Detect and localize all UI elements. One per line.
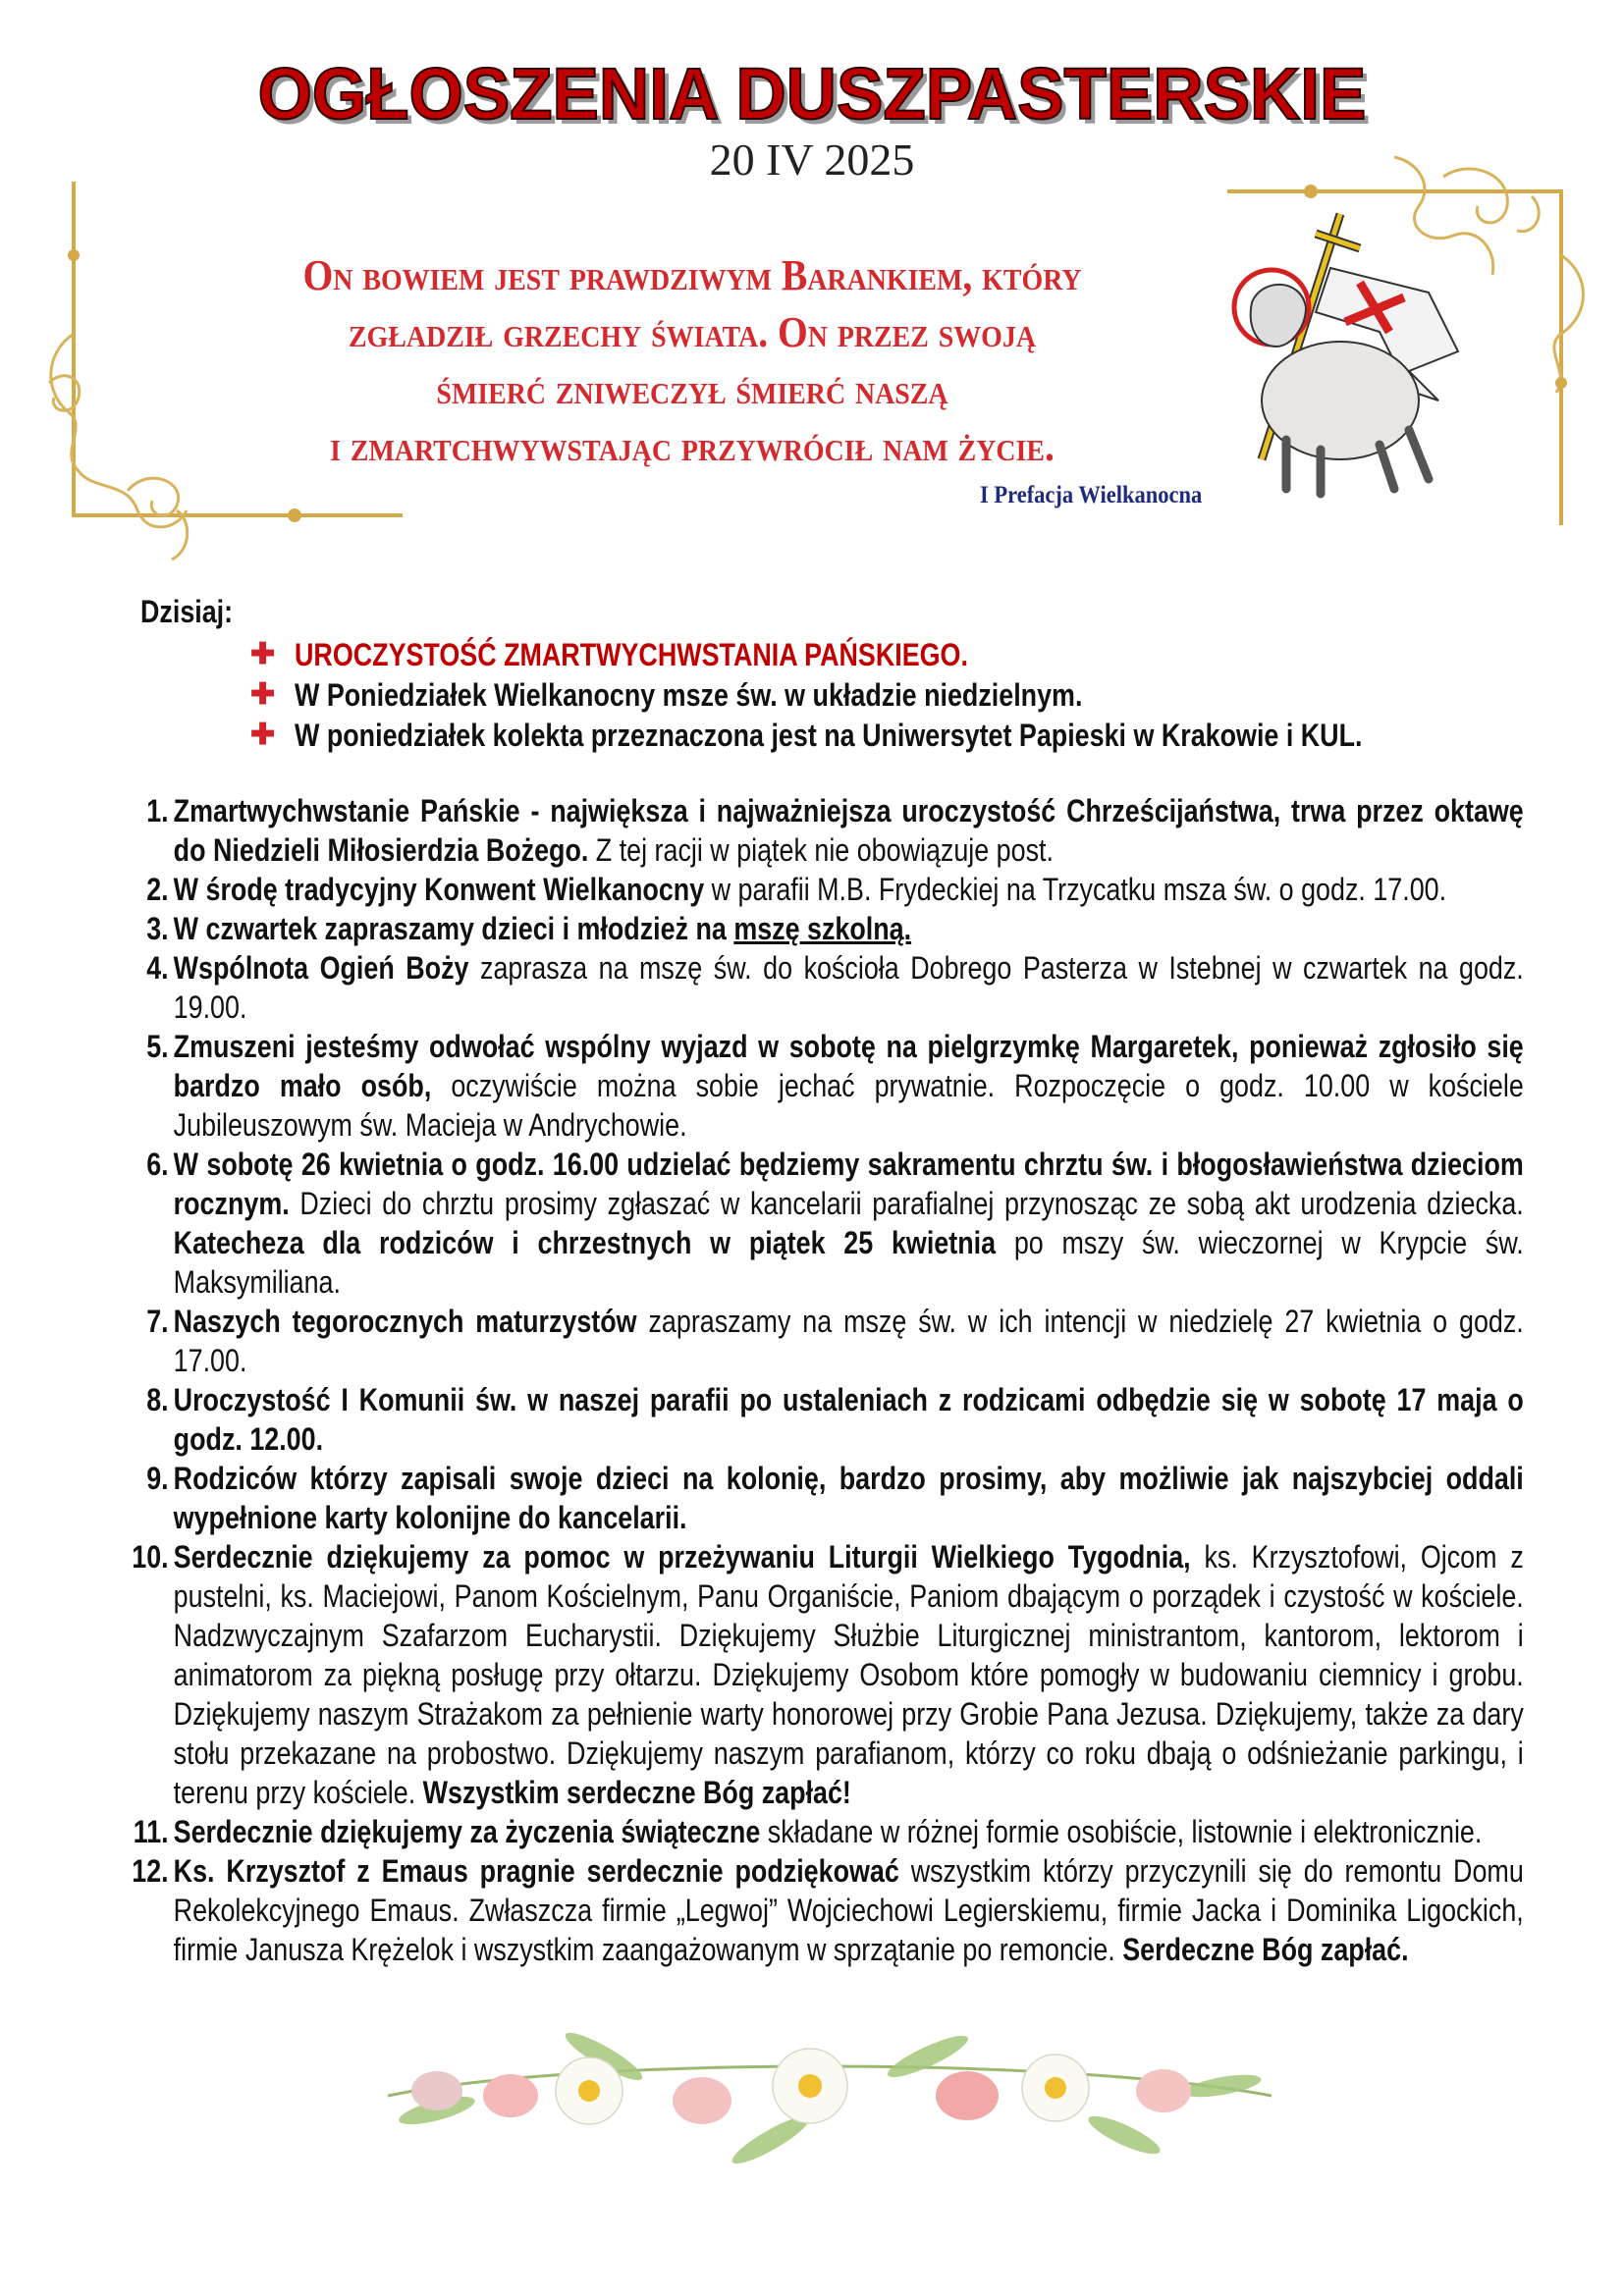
item-text	[174, 791, 1524, 870]
quote-attribution: I Prefacja Wielkanocna	[980, 482, 1203, 508]
lamb-of-god-icon	[1232, 214, 1478, 499]
bold-text: Serdeczne Bóg zapłać.	[1122, 1932, 1409, 1967]
bold-text: Wszystkim serdeczne Bóg zapłać!	[422, 1775, 851, 1810]
today-item-text: W Poniedziałek Wielkanocny msze św. w układzie niedzielnym.	[295, 676, 1083, 713]
quote-line: i zmartchwywstając przywrócił nam życie.	[330, 422, 1055, 470]
bold-text: Naszych tegorocznych maturzystów	[173, 1304, 637, 1339]
item-number: 11.	[133, 1814, 169, 1849]
bold-text: W środę tradycyjny Konwent Wielkanocny	[173, 872, 705, 907]
bold-text: W sobotę 26 kwietnia o godz. 16.00 udzielać będziemy sakramentu chrztu św. i błogosławieństwa dzieciom rocznym.	[173, 1147, 1524, 1221]
announcement-item	[110, 791, 1524, 870]
item-text	[174, 870, 1524, 909]
page-date: 20 IV 2025	[709, 134, 915, 185]
plain-text: wszystkim którzy przyczynili się do remontu Domu Rekolekcyjnego Emaus. Zwłaszcza firmie „Legwoj” Wojciechowi Legierskiemu, firmie Jacka i Dominika Ligockich, firmie Janusza Krężelok i wszystkim zaangażowanym w sprzątanie po remoncie.	[173, 1853, 1524, 1967]
easter-quote	[211, 247, 1174, 475]
item-number: 12.	[132, 1853, 169, 1889]
item-number: 1.	[146, 793, 169, 828]
announcement-item	[110, 909, 1524, 948]
plain-text: Dzieci do chrztu prosimy zgłaszać w kancelarii parafialnej przynosząc ze sobą akt urodzenia dziecka.	[289, 1186, 1524, 1221]
announcement-item	[110, 1302, 1524, 1380]
quote-line: zgładził grzechy świata. On przez swoją	[348, 308, 1036, 356]
announcement-item	[110, 1459, 1524, 1537]
item-number: 7.	[146, 1304, 169, 1339]
bold-text: Zmartwychwstanie Pańskie - największa i najważniejsza uroczystość Chrześcijaństwa, trwa przez oktawę do Niedzieli Miłosierdzia Bożego.	[173, 793, 1524, 868]
plain-text: Z tej racji w piątek nie obowiązuje post.	[588, 832, 1054, 868]
announcement-item	[110, 1851, 1524, 1969]
today-item-text: UROCZYSTOŚĆ ZMARTWYCHWSTANIA PAŃSKIEGO.	[295, 636, 968, 672]
item-number: 6.	[146, 1147, 169, 1182]
today-item-text: W poniedziałek kolekta przeznaczona jest na Uniwersytet Papieski w Krakowie i KUL.	[295, 717, 1363, 753]
announcement-item	[110, 948, 1524, 1027]
quote-banner	[29, 149, 1600, 569]
bold-text: Ks. Krzysztof z Emaus pragnie serdecznie podziękować	[173, 1853, 899, 1889]
bold-text: Serdecznie dziękujemy za pomoc w przeżywaniu Liturgii Wielkiego Tygodnia,	[173, 1539, 1191, 1575]
red-cross-icon: ✚	[250, 677, 276, 711]
bold-text: Serdecznie dziękujemy za życzenia świąteczne	[173, 1814, 761, 1849]
date-clip	[0, 133, 1624, 185]
plain-text: zapraszamy na mszę św. w ich intencji w niedzielę 27 kwietnia o godz. 17.00.	[173, 1304, 1524, 1378]
announcement-item	[110, 870, 1524, 909]
bold-text: Wspólnota Ogień Boży	[173, 950, 469, 986]
announcements-list	[110, 791, 1524, 1969]
today-list	[250, 634, 1566, 755]
item-text	[174, 948, 1524, 1027]
bold-text: W czwartek zapraszamy dzieci i młodzież na	[173, 911, 734, 946]
announcement-item	[110, 1812, 1524, 1851]
plain-text: po mszy św. wieczornej w Krypcie św. Maksymiliana.	[173, 1225, 1524, 1300]
bold-text: Uroczystość I Komunii św. w naszej parafii po ustaleniach z rodzicami odbędzie się w sobotę 17 maja o godz. 12.00.	[173, 1382, 1524, 1457]
announcement-item	[110, 1145, 1524, 1302]
item-number: 2.	[146, 872, 169, 907]
bold-text: Katecheza dla rodziców i chrzestnych w piątek 25 kwietnia	[173, 1225, 997, 1260]
plain-text: składane w różnej formie osobiście, listownie i elektronicznie.	[760, 1814, 1483, 1849]
easter-flower-garland	[378, 2017, 1281, 2174]
plain-text: oczywiście można sobie jechać prywatnie. Rozpoczęcie o godz. 10.00 w kościele Jubileuszowym św. Macieja w Andrychowie.	[173, 1068, 1524, 1143]
item-text	[174, 1851, 1524, 1969]
today-label: Dzisiaj:	[140, 594, 234, 629]
item-text	[174, 1380, 1524, 1459]
page-title: OGŁOSZENIA DUSZPASTERSKIE	[257, 53, 1367, 134]
bold-text: Rodziców którzy zapisali swoje dzieci na kolonię, bardzo prosimy, aby możliwie jak najszybciej oddali wypełnione karty kolonijne do kancelarii.	[173, 1461, 1524, 1535]
plain-text: zaprasza na mszę św. do kościoła Dobrego Pasterza w Istebnej w czwartek na godz. 19.00.	[173, 950, 1524, 1025]
bold-text: mszę szkolną.	[733, 911, 912, 946]
today-item	[250, 674, 1566, 715]
quote-line: On bowiem jest prawdziwym Barankiem, który	[302, 251, 1082, 299]
red-cross-icon: ✚	[250, 718, 276, 751]
today-item	[250, 715, 1566, 755]
item-text	[174, 1537, 1524, 1812]
quote-line: śmierć zniweczył śmierć naszą	[436, 365, 948, 413]
item-text	[174, 1027, 1524, 1145]
item-text	[174, 1459, 1524, 1537]
item-text	[174, 1812, 1524, 1851]
item-number: 10.	[132, 1539, 169, 1575]
item-number: 5.	[146, 1029, 169, 1064]
plain-text: w parafii M.B. Frydeckiej na Trzycatku msza św. o godz. 17.00.	[704, 872, 1447, 907]
item-text	[174, 1145, 1524, 1302]
announcement-item	[110, 1537, 1524, 1812]
item-number: 8.	[146, 1382, 169, 1417]
item-text	[174, 909, 1524, 948]
item-number: 9.	[146, 1461, 169, 1496]
item-number: 4.	[146, 950, 169, 986]
today-item	[250, 634, 1566, 674]
announcement-item	[110, 1380, 1524, 1459]
item-number: 3.	[146, 911, 169, 946]
announcement-item	[110, 1027, 1524, 1145]
plain-text: ks. Krzysztofowi, Ojcom z pustelni, ks. Maciejowi, Panom Kościelnym, Panu Organiście, Paniom dbającym o porządek i czystość w kościele. Nadzwyczajnym Szafarzom Eucharystii. Dziękujemy Służbie Liturgicznej ministrantom, kantorom, lektorom i animatorom za piękną posługę przy ołtarzu. Dziękujemy Osobom które pomogły w budowaniu ciemnicy i grobu. Dziękujemy naszym Strażakom za pełnienie warty honorowej przy Grobie Pana Jezusa. Dziękujemy, także za dary stołu przekazane na probostwo. Dziękujemy naszym parafianom, którzy co roku dbają o odśnieżanie parkingu, i terenu przy kościele.	[173, 1539, 1524, 1810]
item-text	[174, 1302, 1524, 1380]
bold-text: Zmuszeni jesteśmy odwołać wspólny wyjazd w sobotę na pielgrzymkę Margaretek, ponieważ zgłosiło się bardzo mało osób,	[173, 1029, 1524, 1103]
red-cross-icon: ✚	[250, 637, 276, 670]
